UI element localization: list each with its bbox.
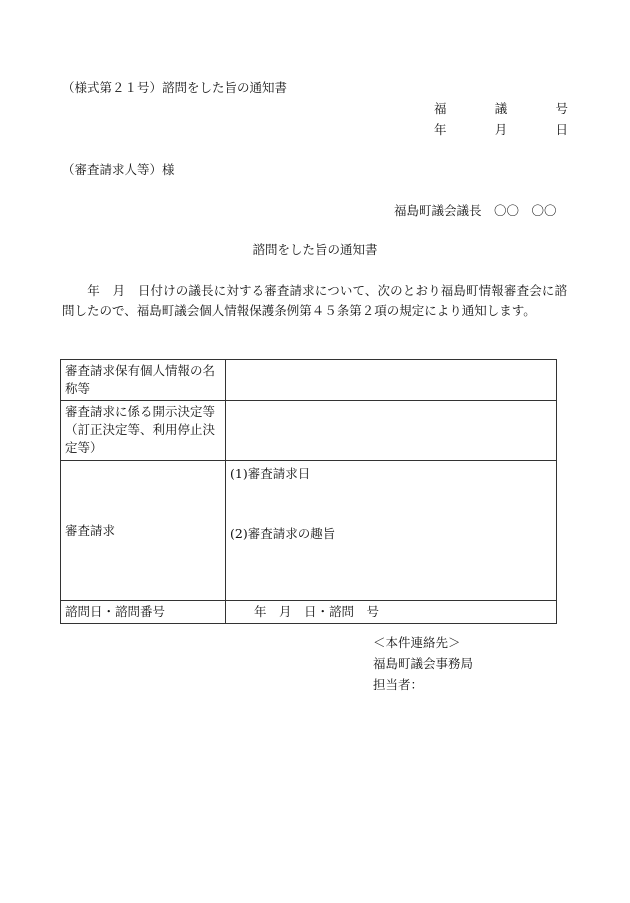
cell-inquiry-label: 諮問日・諮問番号 — [61, 601, 226, 624]
contact-heading: ＜本件連絡先＞ — [373, 635, 461, 650]
document-number — [434, 103, 568, 116]
cell-decision-label: 審査請求に係る開示決定等（訂正決定等、利用停止決定等） — [61, 401, 226, 461]
cell-request-label: 審査請求 — [61, 461, 226, 601]
table-row — [61, 360, 557, 401]
table-row — [61, 401, 557, 461]
contact-block — [373, 632, 473, 695]
cell-request-value — [226, 461, 557, 601]
cell-inquiry-value — [226, 601, 557, 624]
date-day: 日 — [555, 122, 568, 137]
document-date — [434, 124, 568, 137]
body-text: 年 月 日付けの議長に対する審査請求について、次のとおり福島町情報審査会に諮問したので、福島町議会個人情報保護条例第４５条第２項の規定により通知します。 — [62, 283, 567, 318]
request-date-item: (1)審査請求日 — [230, 466, 311, 481]
table-row — [61, 461, 557, 601]
info-table — [60, 359, 557, 624]
cell-info-name-label: 審査請求保有個人情報の名称等 — [61, 360, 226, 401]
request-purpose-item: (2)審査請求の趣旨 — [230, 526, 336, 541]
doc-number-prefix: 福 — [434, 101, 447, 116]
doc-number-suffix: 号 — [555, 101, 568, 116]
date-month: 月 — [494, 122, 508, 137]
form-label: （様式第２１号）諮問をした旨の通知書 — [62, 80, 288, 95]
table-row — [61, 601, 557, 624]
sender: 福島町議会議長 〇〇 〇〇 — [394, 203, 557, 218]
doc-number-middle: 議 — [494, 101, 508, 116]
document-title: 諮問をした旨の通知書 — [252, 242, 378, 257]
date-year: 年 — [434, 122, 447, 137]
cell-decision-value — [226, 401, 557, 461]
contact-person: 担当者： — [373, 677, 424, 692]
contact-office: 福島町議会事務局 — [373, 656, 474, 671]
addressee: （審査請求人等）様 — [62, 162, 175, 177]
inquiry-value-text: 年 月 日・諮問 号 — [254, 604, 380, 619]
cell-info-name-value — [226, 360, 557, 401]
